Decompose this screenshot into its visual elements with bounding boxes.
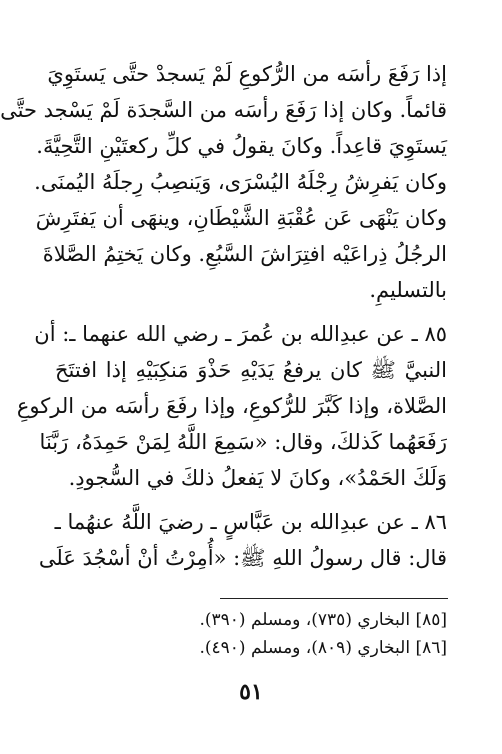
text-line: قال: قال رسولُ اللهِ ﷺ: «أُمِرْتُ أنْ أسْجُدَ عَلَى (38, 546, 447, 570)
hadith-85-heading-line: ٨٥ ـ عن عبدِالله بن عُمرَ ـ رضي الله عنهما ـ: أن (34, 322, 447, 346)
text-line: رَفَعَهُما كَذلكَ، وقال: «سَمِعَ اللَّهُ لِمَنْ حَمِدَهُ، رَبَّنَا (39, 430, 447, 454)
text-line: وكان يَنْهَى عَن عُقْبَةِ الشَّيْطَانِ، وينهَى أن يَفتَرِشَ (35, 206, 447, 230)
text-line: يَستَوِيَ قاعِداً. وكانَ يقولُ في كلِّ ركعتَيْنِ التَّحِيَّةَ. (36, 134, 447, 158)
text-line: بالتسليمِ. (369, 278, 447, 302)
footnote-separator (220, 598, 448, 599)
text-line: وَلَكَ الحَمْدُ»، وكانَ لا يَفعلُ ذلكَ في السُّجودِ. (68, 466, 447, 490)
page-number: ٥١ (239, 679, 263, 705)
text-line: النبيَّ ﷺ كان يرفعُ يَدَيْهِ حَذْوَ مَنكِبَيْهِ إذا افتتَحَ (55, 358, 447, 382)
text-line: وكان يَفرِشُ رِجْلَهُ اليُسْرَى، وَيَنصِبُ رِجلَهُ اليُمنَى. (34, 170, 447, 194)
text-line: الصَّلاة، وإذا كَبَّرَ للرُّكوعِ، وإذا رفَعَ رأسَه من الركوعِ (16, 394, 447, 418)
footnote-86: [٨٦] البخاري (٨٠٩)، ومسلم (٤٩٠). (199, 638, 447, 658)
footnote-85: [٨٥] البخاري (٧٣٥)، ومسلم (٣٩٠). (199, 610, 447, 630)
text-line: الرجُلُ ذِراعَيْه افتِرَاشَ السَّبُعِ. وكان يَختِمُ الصَّلاةَ (42, 242, 447, 266)
text-line: إذا رَفَعَ رأسَه من الرُّكوعِ لَمْ يَسجدْ حتَّى يَستَوِيَ (47, 62, 447, 86)
hadith-86-heading-line: ٨٦ ـ عن عبدِالله بن عَبَّاسٍ ـ رضيَ اللَّهُ عنهُما ـ (54, 510, 447, 534)
text-line: قائماً. وكان إذا رَفَعَ رأسَه من السَّجدَة لَمْ يَسْجد حتَّى (0, 98, 447, 122)
